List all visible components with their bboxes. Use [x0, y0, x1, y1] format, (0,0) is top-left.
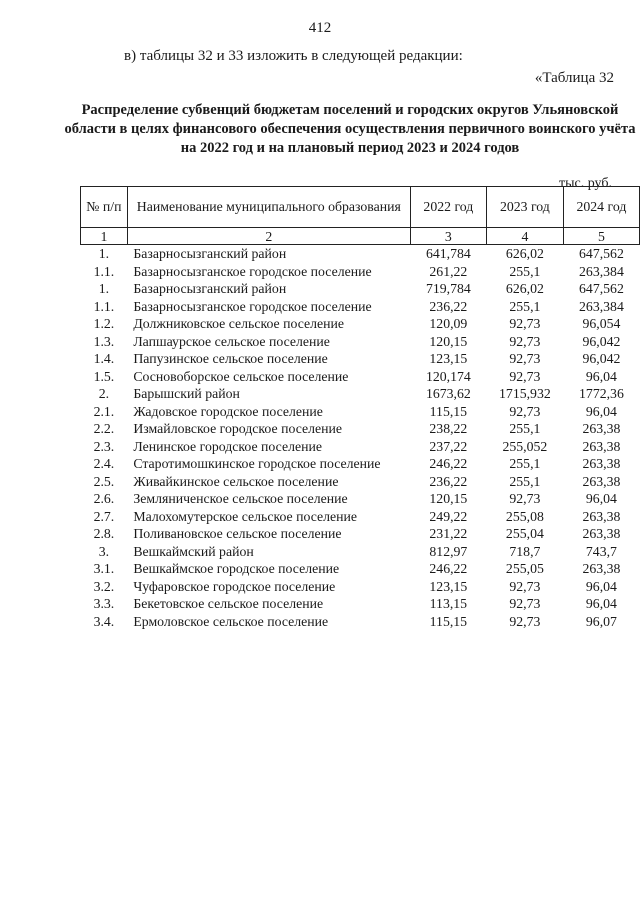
value-2023: 92,73	[509, 613, 541, 629]
value-2024: 263,38	[582, 438, 621, 454]
value-2023: 255,052	[502, 438, 548, 454]
table-row	[81, 543, 640, 561]
municipality-name: Базарносызганское городское поселение	[133, 298, 372, 314]
value-2023: 255,05	[505, 561, 544, 576]
value-2023: 626,02	[505, 246, 544, 261]
row-number: 1.	[98, 246, 110, 261]
value-2022: 123,15	[429, 578, 468, 594]
column-header-2022: 2022 год	[410, 187, 486, 228]
value-2023: 92,73	[509, 491, 541, 506]
value-2024: 647,562	[579, 246, 624, 261]
value-2022: 120,15	[429, 491, 468, 506]
value-2023: 255,08	[505, 508, 544, 524]
value-2023: 92,73	[509, 333, 541, 349]
value-2022: 120,09	[429, 316, 468, 331]
row-number: 2.6.	[93, 491, 115, 506]
value-2024: 263,38	[582, 561, 621, 576]
value-2022: 236,22	[429, 473, 468, 489]
municipality-name: Ермоловское сельское поселение	[133, 613, 329, 629]
units-label: тыс. руб.	[559, 176, 612, 191]
column-header-number: № п/п	[81, 187, 128, 228]
row-number: 1.2.	[93, 316, 115, 331]
row-number: 1.5.	[93, 368, 115, 384]
value-2024: 96,042	[582, 333, 621, 349]
column-number: 3	[410, 228, 486, 245]
table-row	[81, 525, 640, 543]
value-2023: 92,73	[509, 403, 541, 419]
value-2024: 96,042	[582, 351, 621, 366]
municipality-name: Папузинское сельское поселение	[133, 351, 328, 366]
municipality-name: Чуфаровское городское поселение	[133, 578, 336, 594]
value-2022: 236,22	[429, 298, 468, 314]
municipality-name: Измайловское городское поселение	[133, 421, 343, 436]
intro-text: в) таблицы 32 и 33 изложить в следующей редакции:	[124, 48, 463, 64]
row-number: 3.	[98, 543, 110, 559]
value-2023: 1715,932	[499, 386, 551, 401]
row-number: 2.3.	[93, 438, 115, 454]
table-row	[81, 438, 640, 456]
column-number: 1	[81, 228, 128, 245]
table-row	[81, 333, 640, 351]
table-row	[81, 263, 640, 281]
column-number: 4	[486, 228, 563, 245]
row-number: 2.2.	[93, 421, 115, 436]
value-2022: 246,22	[429, 561, 468, 576]
table-row	[81, 595, 640, 613]
municipality-name: Лапшаурское сельское поселение	[133, 333, 330, 349]
value-2023: 255,1	[509, 421, 541, 436]
municipality-name: Барышский район	[133, 386, 240, 401]
value-2024: 743,7	[585, 543, 617, 559]
municipality-name: Должниковское сельское поселение	[133, 316, 345, 331]
value-2024: 96,04	[585, 596, 617, 611]
value-2022: 1673,62	[425, 386, 471, 401]
table-row	[81, 403, 640, 421]
table-body	[81, 245, 640, 631]
municipality-name: Вешкаймское городское поселение	[133, 561, 340, 576]
value-2023: 718,7	[509, 543, 541, 559]
row-number: 2.	[98, 386, 110, 401]
column-number: 2	[127, 228, 410, 245]
table-row	[81, 473, 640, 491]
table-label: «Таблица 32	[534, 70, 614, 86]
value-2023: 255,1	[509, 473, 541, 489]
value-2024: 96,04	[585, 403, 617, 419]
row-number: 2.1.	[93, 403, 115, 419]
value-2022: 113,15	[429, 596, 468, 611]
value-2024: 263,38	[582, 526, 621, 541]
value-2022: 641,784	[425, 246, 471, 261]
table-row	[81, 385, 640, 403]
municipality-name: Земляниченское сельское поселение	[133, 491, 348, 506]
value-2023: 255,1	[509, 298, 541, 314]
value-2022: 238,22	[429, 421, 468, 436]
table-row	[81, 350, 640, 368]
value-2022: 261,22	[429, 263, 468, 279]
value-2023: 92,73	[509, 578, 541, 594]
municipality-name: Базарносызганский район	[133, 246, 287, 261]
page-number: 412	[308, 20, 332, 36]
value-2024: 96,07	[585, 613, 617, 629]
column-number: 5	[563, 228, 639, 245]
municipality-name: Поливановское сельское поселение	[133, 526, 342, 541]
value-2024: 263,384	[579, 263, 624, 279]
row-number: 3.1.	[93, 561, 115, 576]
value-2022: 120,174	[425, 368, 471, 384]
value-2022: 719,784	[425, 281, 471, 296]
municipality-name: Сосновоборское сельское поселение	[133, 368, 349, 384]
table-row	[81, 455, 640, 473]
row-number: 1.1.	[93, 298, 115, 314]
value-2023: 92,73	[509, 351, 541, 366]
value-2024: 96,04	[585, 368, 617, 384]
value-2022: 115,15	[429, 403, 468, 419]
row-number: 1.3.	[93, 333, 115, 349]
column-header-name: Наименование муниципального образования	[127, 187, 410, 228]
value-2023: 626,02	[505, 281, 544, 296]
value-2022: 246,22	[429, 456, 468, 471]
row-number: 2.5.	[93, 473, 115, 489]
row-number: 1.4.	[93, 351, 115, 366]
value-2023: 92,73	[509, 596, 541, 611]
municipality-name: Базарносызганское городское поселение	[133, 263, 372, 279]
value-2024: 263,384	[579, 298, 624, 314]
value-2024: 263,38	[582, 421, 621, 436]
value-2022: 249,22	[429, 508, 468, 524]
municipality-name: Базарносызганский район	[133, 281, 287, 296]
municipality-name: Малохомутерское сельское поселение	[133, 508, 358, 524]
row-number: 2.8.	[93, 526, 115, 541]
column-header-2023: 2023 год	[486, 187, 563, 228]
table-row	[81, 298, 640, 316]
value-2024: 263,38	[582, 508, 621, 524]
municipality-name: Старотимошкинское городское поселение	[133, 456, 381, 471]
table-row	[81, 508, 640, 526]
table-header-row	[81, 187, 640, 228]
value-2022: 237,22	[429, 438, 468, 454]
value-2024: 96,054	[582, 316, 621, 331]
document-title: Распределение субвенций бюджетам поселений и городских округов Ульяновской области в целях финансового обеспечения осуществления первичного воинского учёта на 2022 год и на плановый период 2023 и 2024 годов	[64, 102, 636, 156]
row-number: 3.3.	[93, 596, 115, 611]
value-2024: 96,04	[585, 578, 617, 594]
municipality-name: Ленинское городское поселение	[133, 438, 322, 454]
municipality-name: Живайкинское сельское поселение	[133, 473, 339, 489]
value-2022: 120,15	[429, 333, 468, 349]
value-2023: 255,04	[505, 526, 544, 541]
value-2023: 92,73	[509, 368, 541, 384]
value-2024: 263,38	[582, 456, 621, 471]
value-2024: 1772,36	[579, 386, 624, 401]
table-row	[81, 420, 640, 438]
column-number-row	[81, 228, 640, 245]
table-row	[81, 315, 640, 333]
table-row	[81, 578, 640, 596]
table-row	[81, 560, 640, 578]
municipality-name: Бекетовское сельское поселение	[133, 596, 324, 611]
table-row	[81, 368, 640, 386]
municipality-name: Вешкаймский район	[133, 543, 254, 559]
row-number: 3.2.	[93, 578, 115, 594]
row-number: 2.4.	[93, 456, 115, 471]
value-2023: 255,1	[509, 456, 541, 471]
subvention-table	[80, 186, 640, 630]
value-2022: 812,97	[429, 543, 468, 559]
municipality-name: Жадовское городское поселение	[133, 403, 323, 419]
value-2024: 263,38	[582, 473, 621, 489]
value-2022: 231,22	[429, 526, 468, 541]
row-number: 2.7.	[93, 508, 115, 524]
column-header-2024: 2024 год	[563, 187, 639, 228]
value-2022: 115,15	[429, 613, 468, 629]
table-row	[81, 613, 640, 631]
value-2024: 96,04	[585, 491, 617, 506]
row-number: 1.	[98, 281, 110, 296]
value-2022: 123,15	[429, 351, 468, 366]
value-2024: 647,562	[579, 281, 624, 296]
row-number: 1.1.	[93, 263, 115, 279]
table-row	[81, 280, 640, 298]
value-2023: 255,1	[509, 263, 541, 279]
table-row	[81, 245, 640, 263]
row-number: 3.4.	[93, 613, 115, 629]
value-2023: 92,73	[509, 316, 541, 331]
table-row	[81, 490, 640, 508]
